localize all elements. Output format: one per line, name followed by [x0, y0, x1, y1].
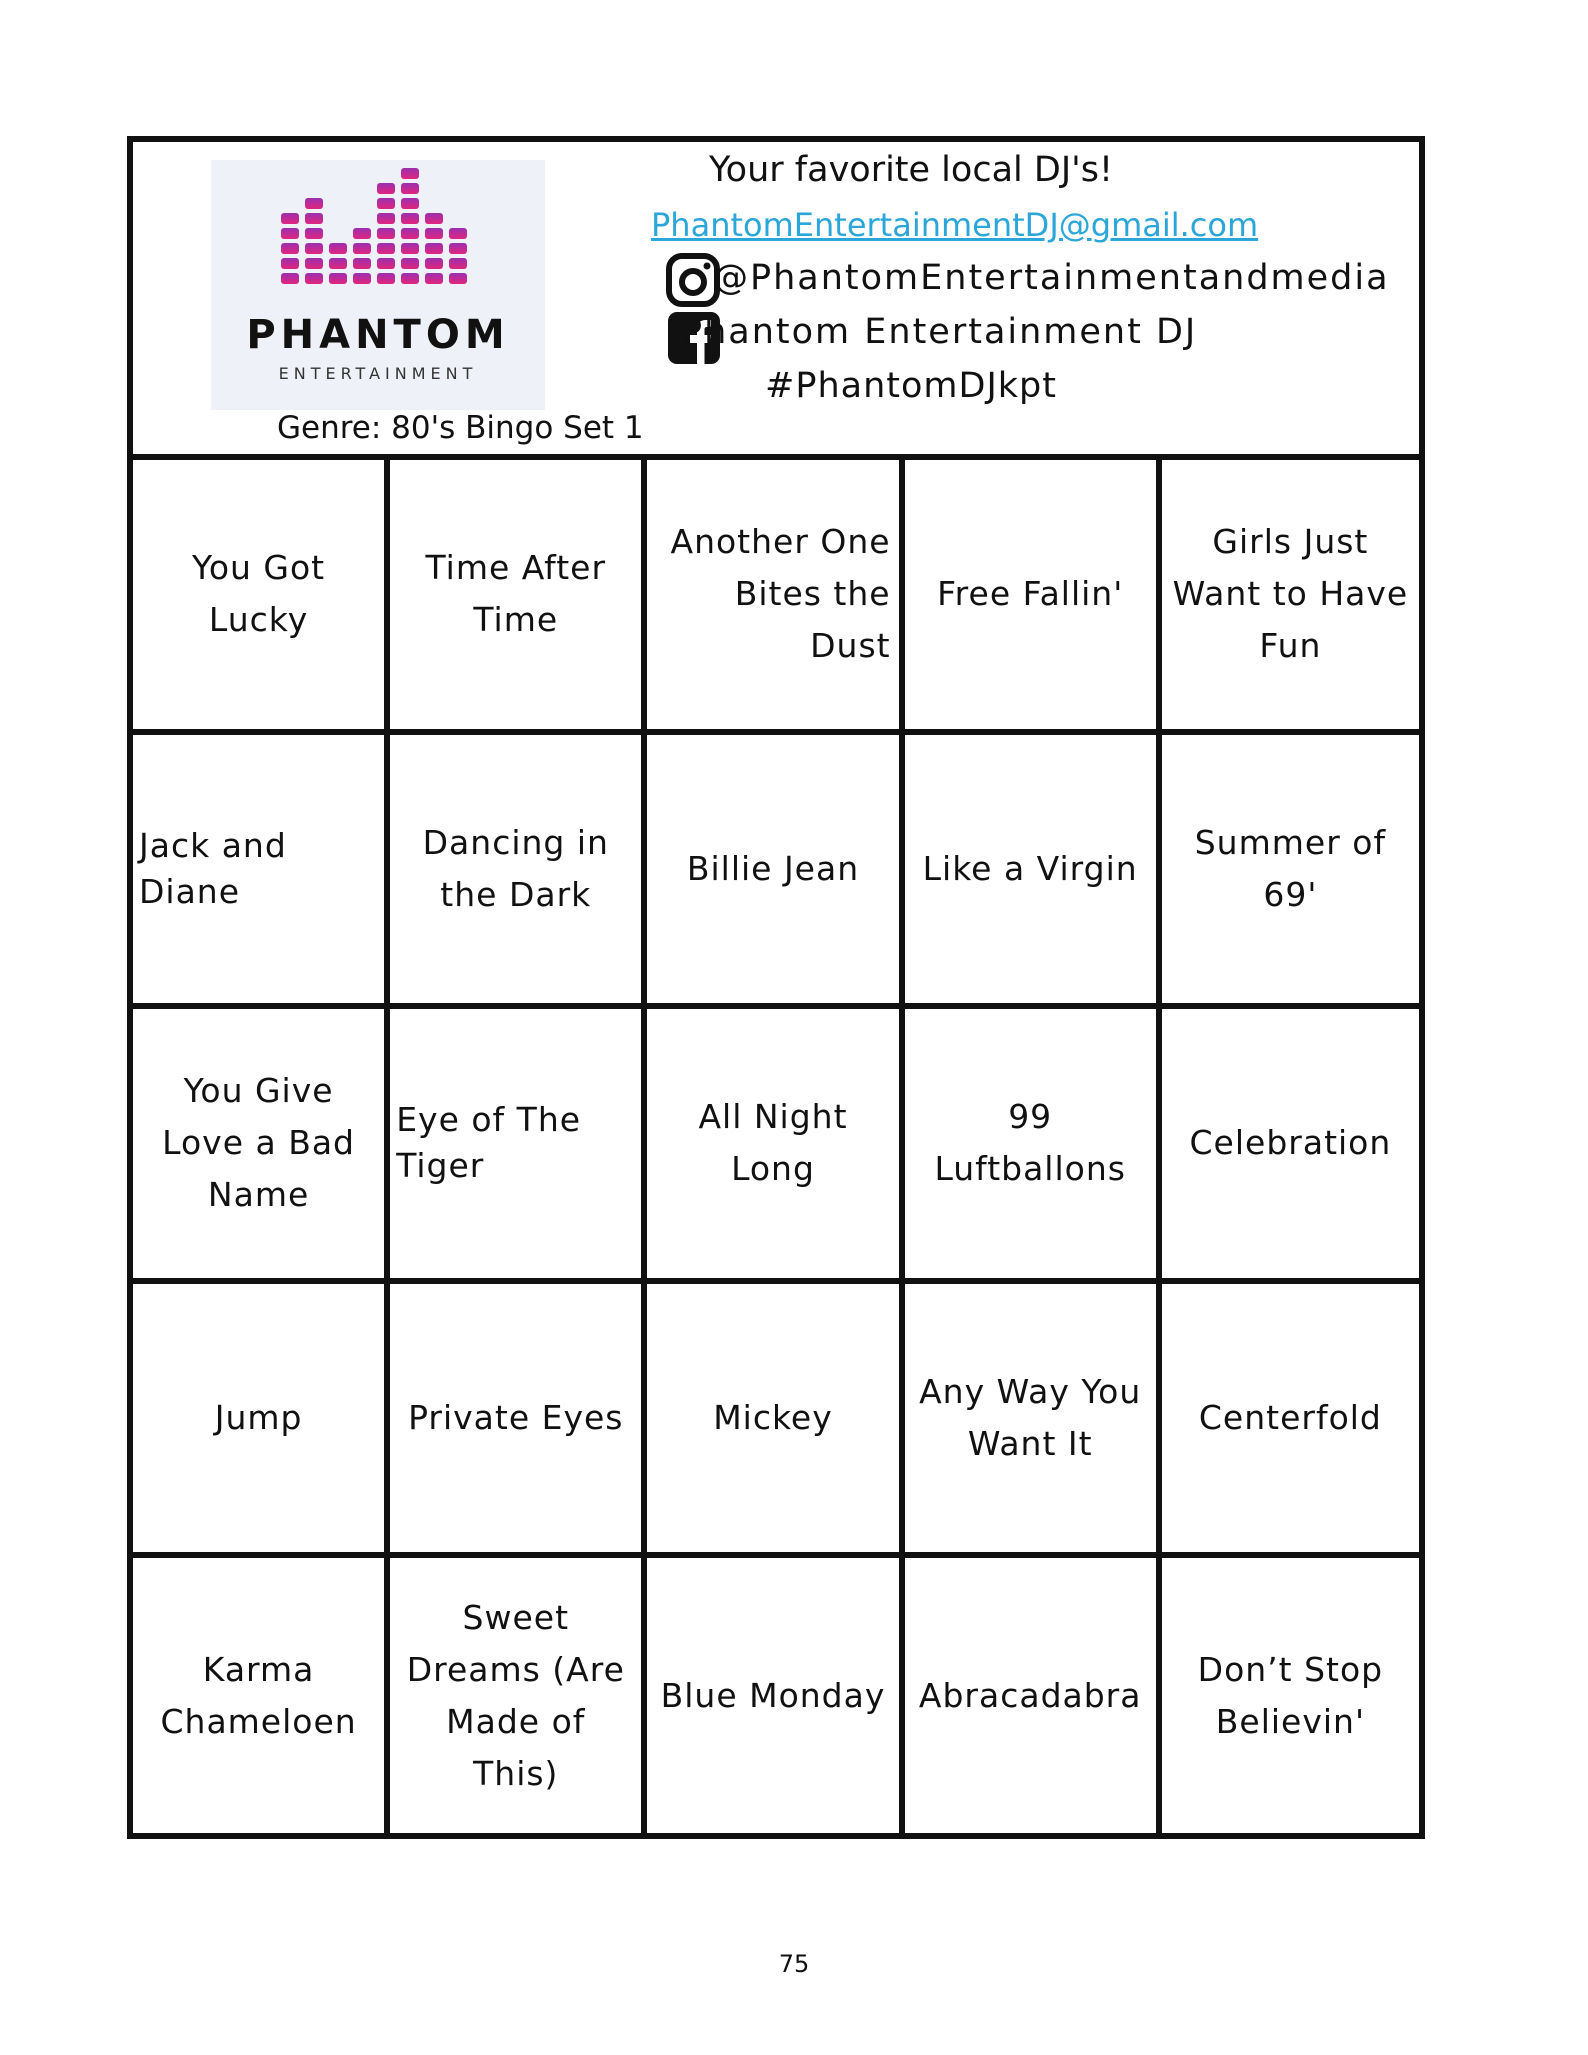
card-header: [133, 142, 1419, 460]
equalizer-bar-segment: [353, 273, 371, 284]
bingo-cell: Celebration: [1162, 1009, 1419, 1284]
bingo-cell: 99 Luftballons: [905, 1009, 1162, 1284]
facebook-name[interactable]: Phantom Entertainment DJ: [681, 312, 1198, 352]
equalizer-bar-segment: [401, 243, 419, 254]
equalizer-bar-segment: [401, 213, 419, 224]
equalizer-bar-segment: [425, 213, 443, 224]
bingo-cell: Eye of The Tiger: [390, 1009, 647, 1284]
equalizer-bar-segment: [425, 273, 443, 284]
equalizer-bar-segment: [305, 228, 323, 239]
equalizer-bar-segment: [425, 228, 443, 239]
equalizer-bar-segment: [401, 168, 419, 179]
bingo-cell: All Night Long: [647, 1009, 904, 1284]
equalizer-bar-segment: [281, 273, 299, 284]
bingo-cell: You Got Lucky: [133, 460, 390, 735]
bingo-cell: Summer of 69': [1162, 735, 1419, 1010]
equalizer-bars-icon: [281, 168, 475, 308]
equalizer-bar-segment: [281, 228, 299, 239]
equalizer-bar-segment: [401, 258, 419, 269]
bingo-cell: Sweet Dreams (Are Made of This): [390, 1558, 647, 1833]
logo-brand-text: PHANTOM: [246, 312, 510, 358]
genre-label: Genre: 80's Bingo Set 1: [277, 410, 644, 446]
equalizer-bar-segment: [281, 213, 299, 224]
equalizer-bar-segment: [305, 258, 323, 269]
equalizer-bar-segment: [401, 198, 419, 209]
bingo-cell: You Give Love a Bad Name: [133, 1009, 390, 1284]
equalizer-bar-segment: [401, 273, 419, 284]
equalizer-bar-segment: [377, 183, 395, 194]
equalizer-bar-segment: [377, 213, 395, 224]
equalizer-bar-segment: [377, 228, 395, 239]
bingo-cell: Jump: [133, 1284, 390, 1559]
bingo-cell: Another One Bites the Dust: [647, 460, 904, 735]
equalizer-bar-segment: [353, 228, 371, 239]
equalizer-bar-segment: [329, 273, 347, 284]
equalizer-bar-segment: [449, 258, 467, 269]
instagram-handle[interactable]: @PhantomEntertainmentandmedia: [713, 258, 1390, 298]
bingo-cell: Abracadabra: [905, 1558, 1162, 1833]
equalizer-bar-segment: [353, 243, 371, 254]
tagline: Your favorite local DJ's!: [708, 150, 1114, 190]
equalizer-bar-segment: [353, 258, 371, 269]
bingo-cell: Any Way You Want It: [905, 1284, 1162, 1559]
hashtag: #PhantomDJkpt: [765, 366, 1057, 406]
page-number: 75: [778, 1950, 810, 1978]
phantom-logo: [211, 160, 545, 410]
bingo-cell: Blue Monday: [647, 1558, 904, 1833]
equalizer-bar-segment: [425, 243, 443, 254]
equalizer-bar-segment: [305, 198, 323, 209]
equalizer-bar-segment: [401, 183, 419, 194]
bingo-cell: Private Eyes: [390, 1284, 647, 1559]
bingo-cell: Jack and Diane: [133, 735, 390, 1010]
bingo-card: [127, 136, 1425, 1839]
bingo-grid: [133, 460, 1419, 1833]
bingo-cell: Don’t Stop Believin': [1197, 1649, 1384, 1741]
logo-subtitle-text: ENTERTAINMENT: [278, 364, 478, 383]
equalizer-bar-segment: [377, 258, 395, 269]
equalizer-bar-segment: [377, 243, 395, 254]
equalizer-bar-segment: [305, 273, 323, 284]
bingo-cell: Girls Just Want to Have Fun: [1162, 460, 1419, 735]
equalizer-bar-segment: [377, 273, 395, 284]
equalizer-bar-segment: [305, 243, 323, 254]
email-link[interactable]: PhantomEntertainmentDJ@gmail.com: [651, 206, 1259, 244]
equalizer-bar-segment: [329, 258, 347, 269]
bingo-cell: Centerfold: [1162, 1284, 1419, 1559]
bingo-cell: Like a Virgin: [905, 735, 1162, 1010]
equalizer-bar-segment: [281, 258, 299, 269]
equalizer-bar-segment: [305, 213, 323, 224]
equalizer-bar-segment: [425, 258, 443, 269]
bingo-cell: Free Fallin': [905, 460, 1162, 735]
equalizer-bar-segment: [281, 243, 299, 254]
equalizer-bar-segment: [449, 228, 467, 239]
equalizer-bar-segment: [329, 243, 347, 254]
equalizer-bar-segment: [449, 273, 467, 284]
bingo-cell: Mickey: [647, 1284, 904, 1559]
bingo-cell: Dancing in the Dark: [390, 735, 647, 1010]
bingo-cell: Karma Chameloen: [133, 1558, 390, 1833]
bingo-cell: Time After Time: [390, 460, 647, 735]
equalizer-bar-segment: [449, 243, 467, 254]
bingo-cell: Billie Jean: [647, 735, 904, 1010]
equalizer-bar-segment: [401, 228, 419, 239]
equalizer-bar-segment: [377, 198, 395, 209]
